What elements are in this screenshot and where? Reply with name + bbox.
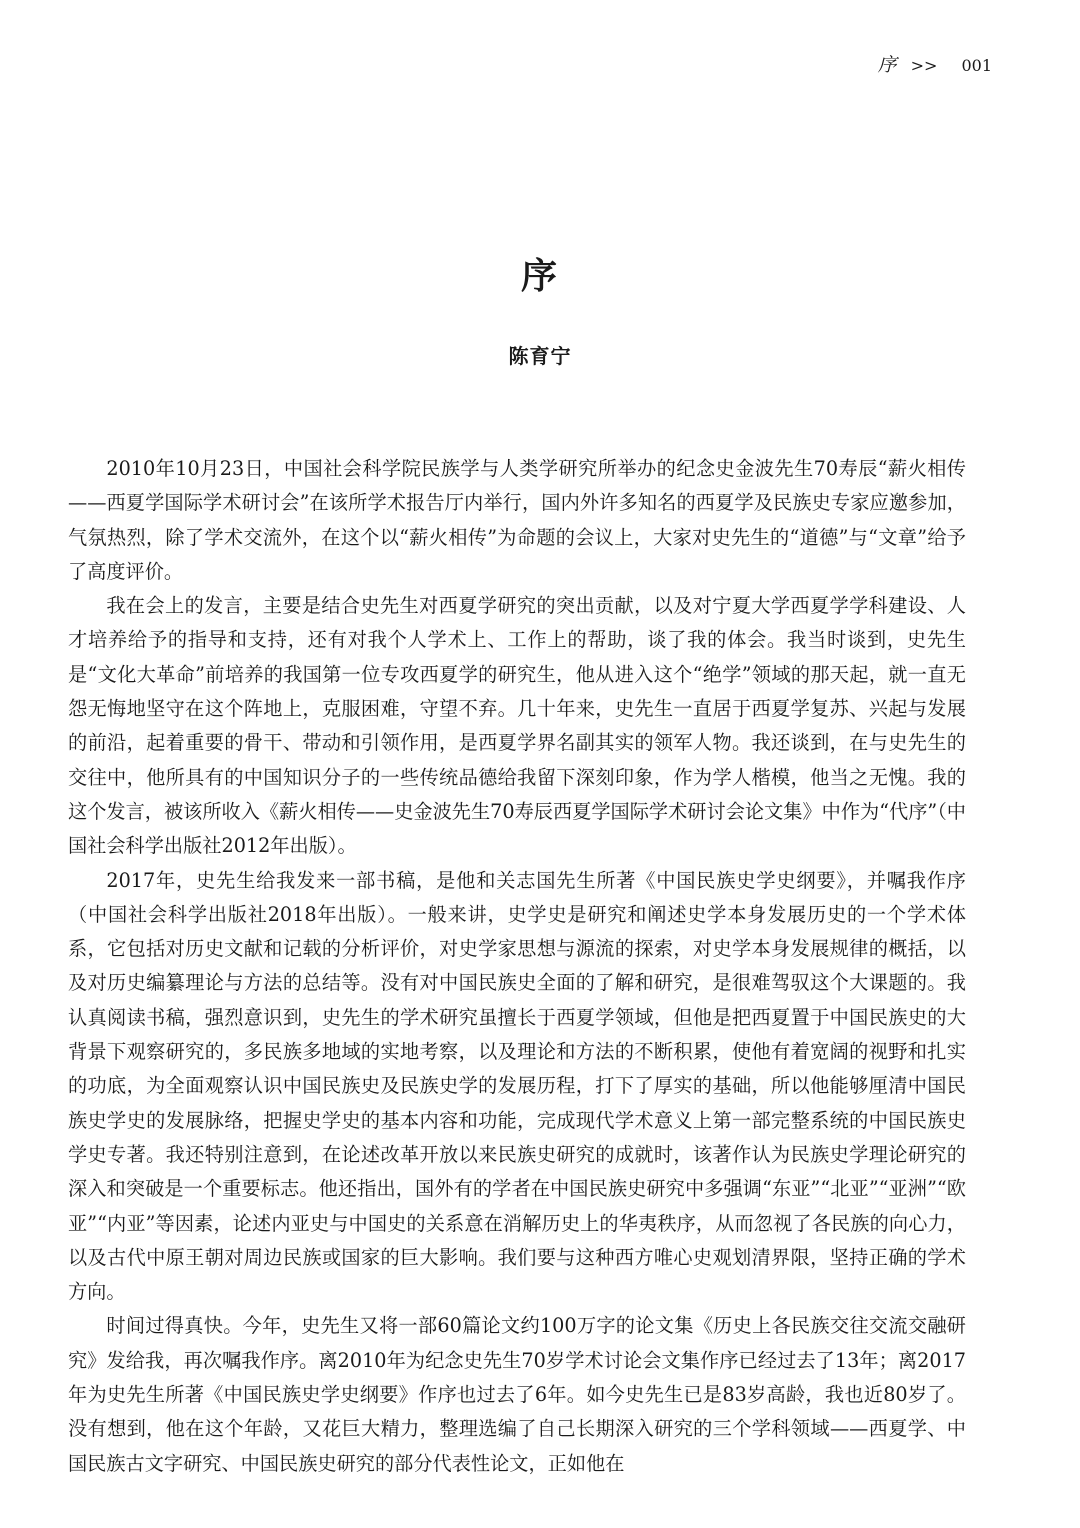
running-header-separator: >> [910, 56, 938, 75]
paragraph-1: 2010年10月23日，中国社会科学院民族学与人类学研究所举办的纪念史金波先生70寿辰“薪火相传——西夏学国际学术研讨会”在该所学术报告厅内举行，国内外许多知名的西夏学及民族史专家应邀参加，气氛热烈，除了学术交流外，在这个以“薪火相传”为命题的会议上，大家对史先生的“道德”与“文章”给予了高度评价。 [68, 457, 966, 583]
page-number: 001 [961, 56, 992, 75]
paragraph-4: 时间过得真快。今年，史先生又将一部60篇论文约100万字的论文集《历史上各民族交往交流交融研究》发给我，再次嘱我作序。离2010年为纪念史先生70岁学术讨论会文集作序已经过去了13年；离2017年为史先生所著《中国民族史学史纲要》作序也过去了6年。如今史先生已是83岁高龄，我也近80岁了。没有想到，他在这个年龄，又花巨大精力，整理选编了自己长期深入研究的三个学科领域——西夏学、中国民族古文字研究、中国民族史研究的部分代表性论文，正如他在 [68, 1314, 966, 1475]
paragraph-3: 2017年，史先生给我发来一部书稿，是他和关志国先生所著《中国民族史学史纲要》，并嘱我作序（中国社会科学出版社2018年出版）。一般来讲，史学史是研究和阐述史学本身发展历史的一个学术体系，它包括对历史文献和记载的分析评价，对史学家思想与源流的探索，对史学本身发展规律的概括，以及对历史编纂理论与方法的总结等。没有对中国民族史全面的了解和研究，是很难驾驭这个大课题的。我认真阅读书稿，强烈意识到，史先生的学术研究虽擅长于西夏学领域，但他是把西夏置于中国民族史的大背景下观察研究的，多民族多地域的实地考察，以及理论和方法的不断积累，使他有着宽阔的视野和扎实的功底，为全面观察认识中国民族史及民族史学的发展历程，打下了厚实的基础，所以他能够厘清中国民族史学史的发展脉络，把握史学史的基本内容和功能，完成现代学术意义上第一部完整系统的中国民族史学史专著。我还特别注意到，在论述改革开放以来民族史研究的成就时，该著作认为民族史学理论研究的深入和突破是一个重要标志。他还指出，国外有的学者在中国民族史研究中多强调“东亚”“北亚”“亚洲”“欧亚”“内亚”等因素，论述内亚史与中国史的关系意在消解历史上的华夷秩序，从而忽视了各民族的向心力，以及古代中原王朝对周边民族或国家的巨大影响。我们要与这种西方唯心史观划清界限，坚持正确的学术方向。 [68, 868, 966, 1304]
paragraph-2: 我在会上的发言，主要是结合史先生对西夏学研究的突出贡献，以及对宁夏大学西夏学学科建设、人才培养给予的指导和支持，还有对我个人学术上、工作上的帮助，谈了我的体会。我当时谈到，史先生是“文化大革命”前培养的我国第一位专攻西夏学的研究生，他从进入这个“绝学”领域的那天起，就一直无怨无悔地坚守在这个阵地上，克服困难，守望不弃。几十年来，史先生一直居于西夏学复苏、兴起与发展的前沿，起着重要的骨干、带动和引领作用，是西夏学界名副其实的领军人物。我还谈到，在与史先生的交往中，他所具有的中国知识分子的一些传统品德给我留下深刻印象，作为学人楷模，他当之无愧。我的这个发言，被该所收入《薪火相传——史金波先生70寿辰西夏学国际学术研讨会论文集》中作为“代序”（中国社会科学出版社2012年出版）。 [68, 594, 966, 858]
author-name: 陈育宁 [508, 344, 572, 368]
running-header-title: 序 [877, 54, 897, 76]
running-header [878, 50, 992, 77]
chapter-title: 序 [520, 255, 559, 297]
body-text [68, 452, 966, 1481]
